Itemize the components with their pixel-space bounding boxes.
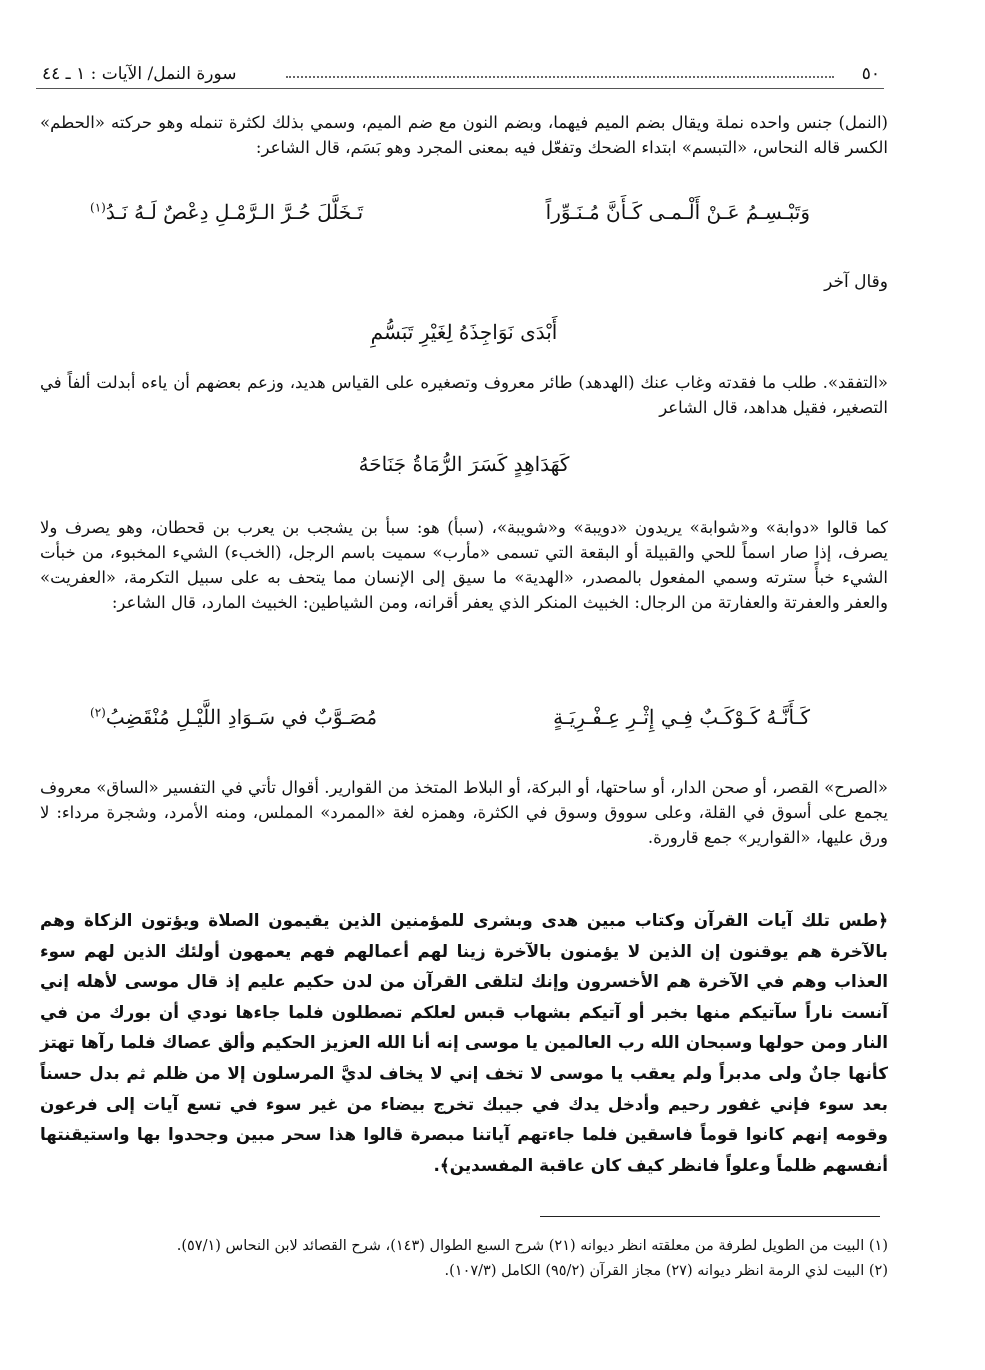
verse-4-second-hemistich — [90, 705, 377, 729]
page-header — [36, 62, 884, 89]
footnote-1: (١) البيت من الطويل لطرفة من معلقته انظر ديوانه (٢١) شرح السبع الطوال (١٤٣)، شرح القصائد لابن النحاس (٥٧/١). — [176, 1238, 888, 1254]
verse-4-first-hemistich: كَـأَنَّـهُ كَـوْكَـبٌ فِـي إِثْـرِ عِـفْـرِيَـةٍ — [553, 705, 810, 729]
commentary-paragraph-1: (النمل) جنس واحده نملة ويقال بضم الميم فيهما، وبضم النون مع ضم الميم، وسمي بذلك لكثرة تنمله وهو حركته «الحطم» الكسر قاله النحاس، «التبسم» ابتداء الضحك وتفعّل فيه بمعنى المجرد وهو بَسَم، قال الشاعر: — [40, 113, 888, 157]
footnote-marker-2: (٢) — [90, 705, 106, 720]
commentary-paragraph-2: «التفقد». طلب ما فقدته وغاب عنك (الهدهد) طائر معروف وتصغيره على القياس هديد، وزعم بعضهم أن ياءه أبدلت ألفاً في التصغير، فقيل هداهد، قال الشاعر — [40, 373, 888, 417]
footnote-marker-1: (١) — [90, 200, 106, 215]
commentary-paragraph-4: «الصرح» القصر، أو صحن الدار، أو ساحتها، أو البركة، أو البلاط المتخذ من القوارير. أقوال تأتي في التفسير «الساق» معروف يجمع على أسوق في القلة، وعلى سووق وسوق في الكثرة، وهمزه لغة «الممرد» المملس، ومنه الأمرد، وشجرة مرداء: لا ورق عليها، «القوارير» جمع قارورة. — [40, 778, 888, 847]
verse-1-first-hemistich: وَتَبْـسِـمُ عَـنْ أَلْـمـى كَـأَنَّ مُـنَـوِّراً — [545, 200, 810, 224]
page-number: ٥٠ — [861, 64, 880, 84]
poetry-verse-1 — [90, 200, 810, 234]
verse-1-second-text: تَـخَلَّلَ حُـرَّ الـرَّمْـلِ دِعْصٌ لَـهُ نَـدُ — [105, 200, 364, 224]
footnote-2: (٢) البيت لذي الرمة انظر ديوانه (٢٧) مجاز القرآن (٩٥/٢) الكامل (١٠٧/٣). — [444, 1263, 888, 1279]
poetry-verse-3: كَهَدَاهِدٍ كَسَرَ الرُّمَاةُ جَنَاحَهُ — [358, 452, 570, 476]
quran-verses-block: ﴿طس تلك آيات القرآن وكتاب مبين هدى وبشرى للمؤمنين الذين يقيمون الصلاة ويؤتون الزكاة وهم بالآخرة هم يوقنون إن الذين لا يؤمنون بالآخرة زينا لهم أعمالهم فهم يعمهون أولئك الذين لهم سوء العذاب وهم في الآخرة هم الأخسرون وإنك لتلقى القرآن من لدن حكيم عليم إذ قال موسى لأهله إني آنست ناراً سآتيكم منها بخبر أو آتيكم بشهاب قبس لعلكم تصطلون فلما جاءها نودي أن بورك من في النار ومن حولها وسبحان الله رب العالمين يا موسى إنه أنا الله العزيز الحكيم وألق عصاك فلما رآها تهتز كأنها جانٌ ولى مدبراً ولم يعقب يا موسى لا تخف إني لا يخاف لديَّ المرسلون إلا من ظلم ثم بدل حسناً بعد سوء فإني غفور رحيم وأدخل يدك في جيبك تخرج بيضاء من غير سوء في تسع آيات إلى فرعون وقومه إنهم كانوا قوماً فاسقين فلما جاءتهم آياتنا مبصرة قالوا هذا سحر مبين وجحدوا بها واستيقنتها أنفسهم ظلماً وعلواً فانظر كيف كان عاقبة المفسدين﴾. — [40, 910, 888, 1175]
poetry-verse-2: أَبْدَى نَوَاجِذَهُ لِغَيْرِ تَبَسُّمِ — [370, 320, 558, 344]
verse-4-second-text: مُصَـوَّبٌ في سَـوَادِ اللَّيْـلِ مُنْقَضِبُ — [105, 705, 378, 729]
footnotes — [40, 1234, 888, 1284]
commentary-paragraph-3: كما قالوا «دوابة» و«شوابة» يريدون «دويبة» و«شويبة»، (سبأ) هو: سبأ بن يشجب بن يعرب بن قحطان، وهو يصرف ولا يصرف، إذا صار اسماً للحي والقبيلة أو البقعة التي تسمى «مأرب» سميت باسم الرجل، (الخبء) الشيء المخبوء، من خبأت الشيء خبأً سترته وسمي المفعول بالمصدر، «الهدية» ما سيق إلى الإنسان مما يتحف به على سبيل التكرمة، «العفريت» والعفر والعفرتة والعفارتة من الرجال: الخبيث المنكر الذي يعفر أقرانه، ومن الشياطين: الخبيث المارد، قال الشاعر: — [40, 518, 888, 612]
verse-1-second-hemistich — [90, 200, 363, 224]
poetry-verse-4 — [90, 705, 810, 739]
footnote-separator — [540, 1216, 880, 1217]
said-another-line: وقال آخر — [824, 272, 888, 292]
running-title: سورة النمل/ الآيات : ١ ـ ٤٤ — [42, 64, 237, 84]
header-dot-leader — [286, 76, 834, 78]
